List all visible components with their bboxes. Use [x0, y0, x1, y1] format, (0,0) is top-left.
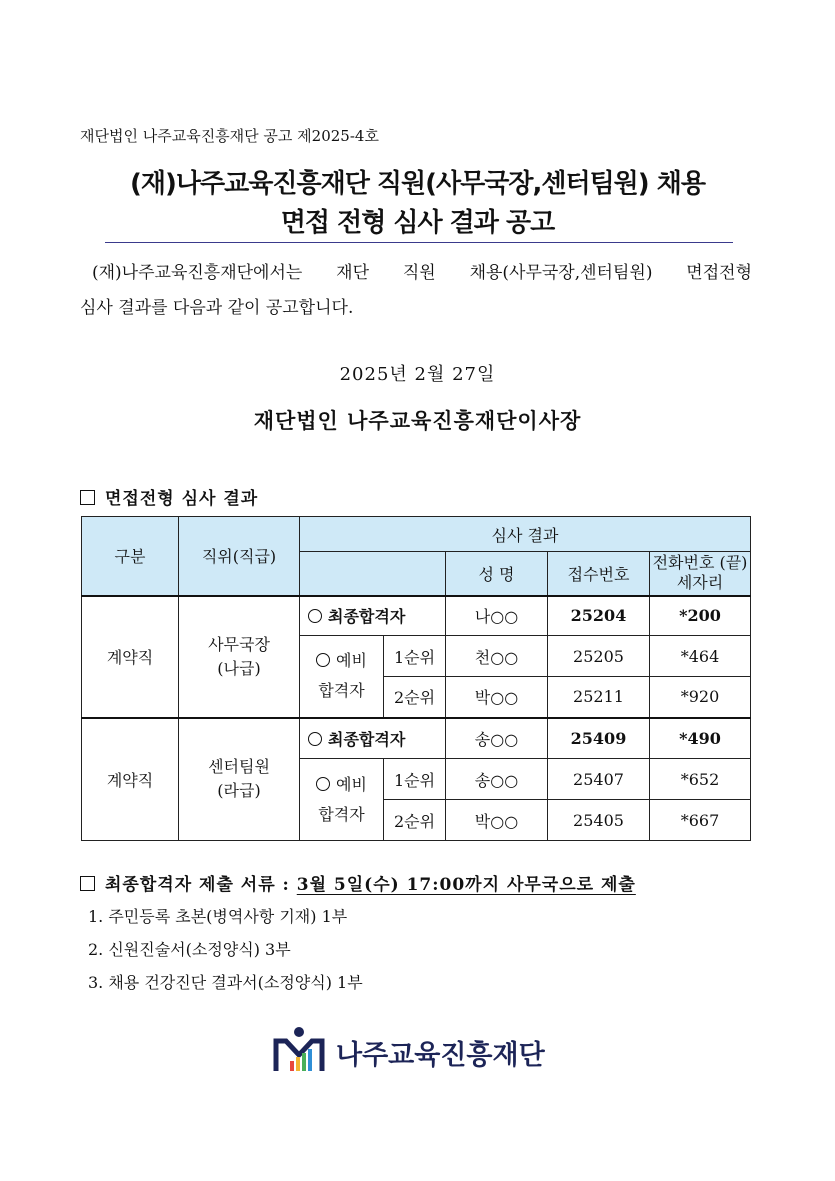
group-2-reserve-2-rank: 2순위: [384, 800, 446, 841]
header-blank: [300, 552, 446, 596]
header-name: 성 명: [446, 552, 548, 596]
group-1-reserve-2-rank: 2순위: [384, 677, 446, 718]
section-1-heading: [80, 484, 258, 509]
circle-icon: [308, 732, 322, 746]
section-2-prefix: 최종합격자 제출 서류 :: [105, 875, 297, 895]
circle-icon: [316, 653, 330, 667]
circle-icon: [308, 609, 322, 623]
group-1-position-title: 사무국장: [208, 634, 270, 654]
group-2-reserve-1-name: 송○○: [446, 759, 548, 800]
body-line-1: (재)나주교육진흥재단에서는 재단 직원 채용(사무국장,센터팀원) 면접전형: [92, 263, 752, 283]
header-category: 구분: [82, 517, 179, 596]
group-1-position: [179, 596, 300, 718]
logo-text: 나주교육진흥재단: [336, 1040, 545, 1071]
document-item-1: 1. 주민등록 초본(병역사항 기재) 1부: [88, 907, 348, 926]
issuer: 재단법인 나주교육진흥재단이사장: [253, 408, 582, 433]
title-divider: [105, 242, 733, 243]
group-2-reserve-2-name: 박○○: [446, 800, 548, 841]
group-2-reserve-label: 예비 합격자: [300, 759, 384, 841]
square-bullet-icon: [80, 490, 95, 505]
foundation-logo: [270, 1025, 570, 1077]
table-row: [82, 718, 751, 759]
group-1-reserve-label: 예비 합격자: [300, 636, 384, 718]
header-position: 직위(직급): [179, 517, 300, 596]
table-row: [82, 596, 751, 636]
group-1-reserve-1-phone: *464: [650, 636, 751, 677]
group-2-reserve-1-rank: 1순위: [384, 759, 446, 800]
group-1-reserve-2-phone: *920: [650, 677, 751, 718]
section-2-deadline: 3월 5일(수) 17:00까지 사무국으로 제출: [296, 875, 636, 895]
section-1-title: 면접전형 심사 결과: [105, 489, 259, 509]
document-item-2: 2. 신원진술서(소정양식) 3부: [88, 940, 291, 959]
title-line-2: 면접 전형 심사 결과 공고: [280, 208, 555, 238]
table-header-row: [82, 517, 751, 552]
document-item-3: 3. 채용 건강진단 결과서(소정양식) 1부: [88, 973, 363, 992]
section-2-heading: [80, 870, 636, 895]
group-2-final-phone: *490: [650, 718, 751, 759]
group-2-position-title: 센터팀원: [208, 757, 270, 777]
group-2-category: 계약직: [82, 718, 179, 841]
group-2-final-name: 송○○: [446, 718, 548, 759]
group-1-reserve-2-name: 박○○: [446, 677, 548, 718]
square-bullet-icon: [80, 876, 95, 891]
group-1-final-receipt: 25204: [548, 596, 650, 636]
group-1-reserve-1-name: 천○○: [446, 636, 548, 677]
group-2-reserve-2-phone: *667: [650, 800, 751, 841]
group-1-grade: (나급): [217, 658, 261, 678]
results-table: [81, 516, 751, 841]
group-2-final-label: 최종합격자: [300, 718, 446, 759]
body-line-2: 심사 결과를 다음과 같이 공고합니다.: [80, 298, 354, 318]
header-phone: 전화번호 (끝)세자리: [650, 552, 751, 596]
group-2-reserve-2-receipt: 25405: [548, 800, 650, 841]
group-1-final-phone: *200: [650, 596, 751, 636]
group-2-reserve-1-receipt: 25407: [548, 759, 650, 800]
group-1-category: 계약직: [82, 596, 179, 718]
group-1-final-label: 최종합격자: [300, 596, 446, 636]
group-1-final-name: 나○○: [446, 596, 548, 636]
group-2-final-receipt: 25409: [548, 718, 650, 759]
notice-number: 재단법인 나주교육진흥재단 공고 제2025-4호: [80, 127, 379, 145]
header-result: 심사 결과: [300, 517, 751, 552]
header-receipt: 접수번호: [548, 552, 650, 596]
title-line-1: (재)나주교육진흥재단 직원(사무국장,센터팀원) 채용: [130, 169, 705, 199]
group-1-reserve-1-receipt: 25205: [548, 636, 650, 677]
body-paragraph: [80, 256, 752, 326]
circle-icon: [316, 777, 330, 791]
logo-mark-icon: [270, 1025, 328, 1077]
group-2-grade: (라급): [217, 781, 261, 801]
notice-date: 2025년 2월 27일: [339, 364, 496, 385]
group-1-reserve-1-rank: 1순위: [384, 636, 446, 677]
group-2-reserve-1-phone: *652: [650, 759, 751, 800]
group-1-reserve-2-receipt: 25211: [548, 677, 650, 718]
group-2-position: [179, 718, 300, 841]
